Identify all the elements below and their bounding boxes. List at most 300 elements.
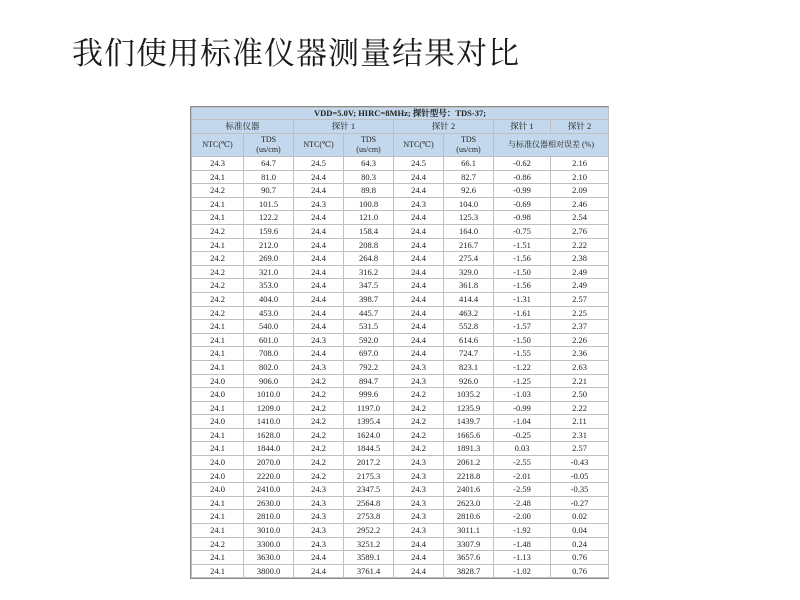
cell-probe1-tds: 445.7 bbox=[344, 306, 394, 320]
cell-probe2-ntc: 24.4 bbox=[394, 347, 444, 361]
cell-probe2-tds: 82.7 bbox=[444, 170, 494, 184]
cell-probe2-ntc: 24.2 bbox=[394, 401, 444, 415]
cell-probe2-ntc: 24.3 bbox=[394, 360, 444, 374]
table-body bbox=[192, 157, 609, 578]
cell-standard-tds: 601.0 bbox=[244, 333, 294, 347]
cell-standard-tds: 90.7 bbox=[244, 184, 294, 198]
cell-probe2-ntc: 24.2 bbox=[394, 428, 444, 442]
cell-probe1-ntc: 24.3 bbox=[294, 360, 344, 374]
cell-probe1-tds: 347.5 bbox=[344, 279, 394, 293]
cell-standard-tds: 802.0 bbox=[244, 360, 294, 374]
cell-probe1-error: -1.25 bbox=[494, 374, 551, 388]
cell-standard-tds: 1844.0 bbox=[244, 442, 294, 456]
cell-probe1-tds: 121.0 bbox=[344, 211, 394, 225]
cell-probe2-error: 2.11 bbox=[551, 415, 609, 429]
cell-standard-tds: 540.0 bbox=[244, 320, 294, 334]
group-header-probe2: 探针 2 bbox=[394, 120, 494, 134]
cell-probe2-tds: 3657.6 bbox=[444, 551, 494, 565]
cell-probe1-error: -1.22 bbox=[494, 360, 551, 374]
cell-standard-ntc: 24.1 bbox=[192, 510, 244, 524]
cell-standard-tds: 2070.0 bbox=[244, 456, 294, 470]
cell-probe2-ntc: 24.4 bbox=[394, 265, 444, 279]
cell-probe2-error: -0.35 bbox=[551, 483, 609, 497]
cell-probe2-ntc: 24.4 bbox=[394, 292, 444, 306]
cell-probe2-tds: 361.8 bbox=[444, 279, 494, 293]
cell-standard-ntc: 24.0 bbox=[192, 483, 244, 497]
cell-probe1-tds: 2175.3 bbox=[344, 469, 394, 483]
cell-probe1-error: -2.00 bbox=[494, 510, 551, 524]
cell-probe1-ntc: 24.4 bbox=[294, 224, 344, 238]
cell-probe1-error: -1.04 bbox=[494, 415, 551, 429]
cell-probe1-tds: 792.2 bbox=[344, 360, 394, 374]
cell-probe2-ntc: 24.3 bbox=[394, 524, 444, 538]
col-header-standard-ntc: NTC(℃) bbox=[192, 134, 244, 157]
table-row bbox=[192, 388, 609, 402]
cell-standard-ntc: 24.0 bbox=[192, 388, 244, 402]
cell-probe1-tds: 592.0 bbox=[344, 333, 394, 347]
cell-probe1-ntc: 24.3 bbox=[294, 197, 344, 211]
table-row bbox=[192, 564, 609, 578]
cell-probe1-ntc: 24.2 bbox=[294, 401, 344, 415]
cell-probe1-error: -2.48 bbox=[494, 496, 551, 510]
table-row bbox=[192, 320, 609, 334]
cell-probe2-ntc: 24.4 bbox=[394, 224, 444, 238]
cell-probe2-tds: 275.4 bbox=[444, 252, 494, 266]
cell-standard-ntc: 24.1 bbox=[192, 360, 244, 374]
comparison-table-container bbox=[190, 106, 609, 579]
cell-probe2-error: 2.09 bbox=[551, 184, 609, 198]
cell-standard-tds: 404.0 bbox=[244, 292, 294, 306]
table-row bbox=[192, 184, 609, 198]
cell-probe2-tds: 329.0 bbox=[444, 265, 494, 279]
cell-probe2-ntc: 24.3 bbox=[394, 374, 444, 388]
cell-probe1-tds: 64.3 bbox=[344, 157, 394, 171]
cell-probe2-error: 2.10 bbox=[551, 170, 609, 184]
group-header-standard: 标准仪器 bbox=[192, 120, 294, 134]
cell-probe2-error: 2.22 bbox=[551, 238, 609, 252]
cell-standard-ntc: 24.2 bbox=[192, 306, 244, 320]
cell-probe2-tds: 724.7 bbox=[444, 347, 494, 361]
cell-probe2-error: 0.02 bbox=[551, 510, 609, 524]
cell-probe1-error: -2.01 bbox=[494, 469, 551, 483]
table-row bbox=[192, 374, 609, 388]
table-row bbox=[192, 197, 609, 211]
cell-probe2-error: 2.38 bbox=[551, 252, 609, 266]
cell-probe2-tds: 2810.6 bbox=[444, 510, 494, 524]
cell-standard-ntc: 24.0 bbox=[192, 415, 244, 429]
cell-probe1-ntc: 24.3 bbox=[294, 524, 344, 538]
table-row bbox=[192, 170, 609, 184]
cell-probe1-ntc: 24.2 bbox=[294, 415, 344, 429]
cell-probe1-ntc: 24.2 bbox=[294, 442, 344, 456]
cell-probe2-tds: 414.4 bbox=[444, 292, 494, 306]
cell-probe1-error: -1.61 bbox=[494, 306, 551, 320]
cell-probe1-ntc: 24.3 bbox=[294, 537, 344, 551]
cell-probe2-ntc: 24.4 bbox=[394, 279, 444, 293]
cell-probe1-tds: 3251.2 bbox=[344, 537, 394, 551]
table-row bbox=[192, 292, 609, 306]
cell-probe2-error: -0.27 bbox=[551, 496, 609, 510]
cell-probe2-tds: 92.6 bbox=[444, 184, 494, 198]
cell-standard-tds: 212.0 bbox=[244, 238, 294, 252]
cell-probe1-ntc: 24.4 bbox=[294, 170, 344, 184]
cell-probe1-error: 0.03 bbox=[494, 442, 551, 456]
cell-standard-ntc: 24.2 bbox=[192, 265, 244, 279]
cell-probe2-ntc: 24.4 bbox=[394, 252, 444, 266]
cell-probe2-tds: 164.0 bbox=[444, 224, 494, 238]
cell-probe1-ntc: 24.4 bbox=[294, 252, 344, 266]
cell-probe1-error: -1.13 bbox=[494, 551, 551, 565]
tds-unit: (us/cm) bbox=[256, 145, 281, 154]
cell-standard-tds: 159.6 bbox=[244, 224, 294, 238]
cell-probe2-error: 0.76 bbox=[551, 564, 609, 578]
cell-standard-ntc: 24.2 bbox=[192, 224, 244, 238]
cell-probe1-tds: 398.7 bbox=[344, 292, 394, 306]
cell-probe1-tds: 208.8 bbox=[344, 238, 394, 252]
cell-standard-tds: 453.0 bbox=[244, 306, 294, 320]
cell-probe1-tds: 2017.2 bbox=[344, 456, 394, 470]
cell-probe2-ntc: 24.4 bbox=[394, 306, 444, 320]
col-header-probe2-ntc: NTC(℃) bbox=[394, 134, 444, 157]
page-title: 我们使用标准仪器测量结果对比 bbox=[72, 36, 520, 72]
cell-probe1-error: -1.48 bbox=[494, 537, 551, 551]
tds-label: TDS bbox=[360, 135, 377, 144]
cell-probe2-tds: 1665.6 bbox=[444, 428, 494, 442]
cell-standard-ntc: 24.2 bbox=[192, 279, 244, 293]
cell-probe2-ntc: 24.3 bbox=[394, 456, 444, 470]
cell-probe1-ntc: 24.4 bbox=[294, 279, 344, 293]
table-row bbox=[192, 347, 609, 361]
cell-standard-tds: 81.0 bbox=[244, 170, 294, 184]
cell-standard-ntc: 24.1 bbox=[192, 564, 244, 578]
cell-standard-tds: 3300.0 bbox=[244, 537, 294, 551]
cell-probe1-tds: 80.3 bbox=[344, 170, 394, 184]
cell-probe2-tds: 3307.9 bbox=[444, 537, 494, 551]
cell-probe2-ntc: 24.4 bbox=[394, 564, 444, 578]
cell-standard-ntc: 24.1 bbox=[192, 170, 244, 184]
cell-probe2-error: 0.04 bbox=[551, 524, 609, 538]
cell-probe1-error: -1.50 bbox=[494, 333, 551, 347]
table-row bbox=[192, 333, 609, 347]
cell-probe1-ntc: 24.4 bbox=[294, 211, 344, 225]
cell-probe1-ntc: 24.4 bbox=[294, 292, 344, 306]
table-row bbox=[192, 456, 609, 470]
cell-probe2-error: 2.76 bbox=[551, 224, 609, 238]
cell-probe2-error: 2.37 bbox=[551, 320, 609, 334]
cell-standard-ntc: 24.2 bbox=[192, 184, 244, 198]
cell-probe2-tds: 463.2 bbox=[444, 306, 494, 320]
cell-standard-ntc: 24.0 bbox=[192, 469, 244, 483]
cell-probe1-error: -1.55 bbox=[494, 347, 551, 361]
table-row bbox=[192, 524, 609, 538]
cell-probe2-ntc: 24.4 bbox=[394, 320, 444, 334]
cell-standard-ntc: 24.1 bbox=[192, 211, 244, 225]
cell-probe2-tds: 1035.2 bbox=[444, 388, 494, 402]
cell-probe2-ntc: 24.3 bbox=[394, 483, 444, 497]
cell-probe2-tds: 3011.1 bbox=[444, 524, 494, 538]
cell-probe1-error: -1.50 bbox=[494, 265, 551, 279]
cell-probe2-error: 2.36 bbox=[551, 347, 609, 361]
table-row bbox=[192, 496, 609, 510]
col-header-relative-error: 与标准仪器相对误差 (%) bbox=[494, 134, 609, 157]
cell-probe2-error: 2.26 bbox=[551, 333, 609, 347]
table-row bbox=[192, 157, 609, 171]
cell-probe1-error: -2.59 bbox=[494, 483, 551, 497]
cell-probe2-error: 2.54 bbox=[551, 211, 609, 225]
cell-standard-ntc: 24.1 bbox=[192, 551, 244, 565]
cell-probe1-error: -2.55 bbox=[494, 456, 551, 470]
tds-label: TDS bbox=[260, 135, 277, 144]
cell-probe2-ntc: 24.4 bbox=[394, 537, 444, 551]
cell-probe1-error: -1.51 bbox=[494, 238, 551, 252]
cell-standard-ntc: 24.1 bbox=[192, 401, 244, 415]
table-row bbox=[192, 483, 609, 497]
cell-probe1-ntc: 24.2 bbox=[294, 456, 344, 470]
cell-probe2-tds: 552.8 bbox=[444, 320, 494, 334]
cell-probe2-ntc: 24.5 bbox=[394, 157, 444, 171]
cell-probe1-error: -1.56 bbox=[494, 279, 551, 293]
cell-probe2-error: 2.63 bbox=[551, 360, 609, 374]
cell-probe1-tds: 1197.0 bbox=[344, 401, 394, 415]
cell-probe2-tds: 1439.7 bbox=[444, 415, 494, 429]
cell-standard-tds: 708.0 bbox=[244, 347, 294, 361]
cell-probe2-error: 2.57 bbox=[551, 292, 609, 306]
cell-standard-ntc: 24.0 bbox=[192, 374, 244, 388]
table-row bbox=[192, 279, 609, 293]
table-row bbox=[192, 265, 609, 279]
cell-probe2-ntc: 24.3 bbox=[394, 496, 444, 510]
table-row bbox=[192, 306, 609, 320]
cell-standard-tds: 1209.0 bbox=[244, 401, 294, 415]
cell-probe2-error: 2.25 bbox=[551, 306, 609, 320]
table-row bbox=[192, 469, 609, 483]
table-row bbox=[192, 401, 609, 415]
cell-standard-tds: 1010.0 bbox=[244, 388, 294, 402]
cell-probe1-ntc: 24.4 bbox=[294, 320, 344, 334]
cell-probe2-tds: 3828.7 bbox=[444, 564, 494, 578]
cell-probe2-error: 2.16 bbox=[551, 157, 609, 171]
cell-standard-ntc: 24.1 bbox=[192, 428, 244, 442]
cell-probe1-ntc: 24.2 bbox=[294, 374, 344, 388]
cell-probe1-tds: 2753.8 bbox=[344, 510, 394, 524]
tds-unit: (us/cm) bbox=[356, 145, 381, 154]
cell-standard-tds: 1628.0 bbox=[244, 428, 294, 442]
cell-probe2-error: -0.05 bbox=[551, 469, 609, 483]
cell-standard-tds: 122.2 bbox=[244, 211, 294, 225]
col-header-probe1-ntc: NTC(℃) bbox=[294, 134, 344, 157]
cell-standard-tds: 353.0 bbox=[244, 279, 294, 293]
cell-probe2-ntc: 24.4 bbox=[394, 238, 444, 252]
cell-probe1-ntc: 24.4 bbox=[294, 564, 344, 578]
tds-label: TDS bbox=[460, 135, 477, 144]
cell-probe2-ntc: 24.2 bbox=[394, 415, 444, 429]
table-row bbox=[192, 224, 609, 238]
cell-probe2-ntc: 24.2 bbox=[394, 442, 444, 456]
cell-probe1-tds: 531.5 bbox=[344, 320, 394, 334]
cell-probe1-tds: 1624.0 bbox=[344, 428, 394, 442]
cell-standard-tds: 64.7 bbox=[244, 157, 294, 171]
cell-probe1-ntc: 24.5 bbox=[294, 157, 344, 171]
cell-standard-tds: 3800.0 bbox=[244, 564, 294, 578]
cell-probe1-ntc: 24.3 bbox=[294, 496, 344, 510]
col-header-probe2-tds bbox=[444, 134, 494, 157]
cell-standard-ntc: 24.2 bbox=[192, 252, 244, 266]
cell-standard-tds: 2220.0 bbox=[244, 469, 294, 483]
cell-probe2-ntc: 24.4 bbox=[394, 211, 444, 225]
col-header-probe1-tds bbox=[344, 134, 394, 157]
cell-probe2-ntc: 24.4 bbox=[394, 551, 444, 565]
cell-probe2-tds: 125.3 bbox=[444, 211, 494, 225]
cell-probe2-error: -0.43 bbox=[551, 456, 609, 470]
cell-standard-ntc: 24.1 bbox=[192, 197, 244, 211]
cell-probe2-error: 2.49 bbox=[551, 279, 609, 293]
group-header-probe1: 探针 1 bbox=[294, 120, 394, 134]
cell-standard-ntc: 24.1 bbox=[192, 238, 244, 252]
cell-probe1-ntc: 24.4 bbox=[294, 551, 344, 565]
cell-standard-tds: 2410.0 bbox=[244, 483, 294, 497]
cell-probe1-ntc: 24.4 bbox=[294, 184, 344, 198]
cell-standard-ntc: 24.1 bbox=[192, 524, 244, 538]
cell-probe2-tds: 66.1 bbox=[444, 157, 494, 171]
cell-standard-ntc: 24.2 bbox=[192, 292, 244, 306]
table-row bbox=[192, 428, 609, 442]
cell-probe1-ntc: 24.4 bbox=[294, 238, 344, 252]
cell-probe1-ntc: 24.2 bbox=[294, 469, 344, 483]
col-header-standard-tds bbox=[244, 134, 294, 157]
cell-probe1-tds: 1395.4 bbox=[344, 415, 394, 429]
cell-probe2-ntc: 24.2 bbox=[394, 388, 444, 402]
cell-probe1-ntc: 24.3 bbox=[294, 510, 344, 524]
cell-probe1-tds: 2952.2 bbox=[344, 524, 394, 538]
cell-probe1-error: -0.99 bbox=[494, 401, 551, 415]
cell-probe1-error: -0.75 bbox=[494, 224, 551, 238]
cell-probe2-error: 0.24 bbox=[551, 537, 609, 551]
cell-probe1-error: -1.03 bbox=[494, 388, 551, 402]
cell-probe1-ntc: 24.2 bbox=[294, 428, 344, 442]
cell-probe1-tds: 89.8 bbox=[344, 184, 394, 198]
table-row bbox=[192, 360, 609, 374]
cell-probe2-ntc: 24.4 bbox=[394, 184, 444, 198]
cell-standard-tds: 269.0 bbox=[244, 252, 294, 266]
cell-probe2-tds: 614.6 bbox=[444, 333, 494, 347]
cell-standard-tds: 3010.0 bbox=[244, 524, 294, 538]
cell-probe1-error: -0.98 bbox=[494, 211, 551, 225]
cell-probe1-error: -0.99 bbox=[494, 184, 551, 198]
cell-standard-ntc: 24.1 bbox=[192, 333, 244, 347]
cell-probe2-ntc: 24.4 bbox=[394, 170, 444, 184]
cell-probe2-ntc: 24.3 bbox=[394, 510, 444, 524]
cell-standard-ntc: 24.1 bbox=[192, 320, 244, 334]
cell-probe1-tds: 894.7 bbox=[344, 374, 394, 388]
table-row bbox=[192, 537, 609, 551]
cell-probe1-tds: 158.4 bbox=[344, 224, 394, 238]
cell-probe1-tds: 697.0 bbox=[344, 347, 394, 361]
cell-probe2-error: 2.31 bbox=[551, 428, 609, 442]
cell-standard-ntc: 24.1 bbox=[192, 496, 244, 510]
table-row bbox=[192, 238, 609, 252]
cell-probe1-ntc: 24.4 bbox=[294, 265, 344, 279]
cell-probe2-error: 2.57 bbox=[551, 442, 609, 456]
cell-probe2-tds: 2061.2 bbox=[444, 456, 494, 470]
table-row bbox=[192, 510, 609, 524]
table-row bbox=[192, 442, 609, 456]
cell-probe2-ntc: 24.3 bbox=[394, 469, 444, 483]
cell-probe1-error: -0.25 bbox=[494, 428, 551, 442]
cell-probe2-tds: 2218.8 bbox=[444, 469, 494, 483]
cell-standard-tds: 101.5 bbox=[244, 197, 294, 211]
cell-probe1-tds: 3589.1 bbox=[344, 551, 394, 565]
cell-probe1-tds: 999.6 bbox=[344, 388, 394, 402]
cell-standard-tds: 321.0 bbox=[244, 265, 294, 279]
cell-probe2-error: 2.46 bbox=[551, 197, 609, 211]
comparison-table bbox=[191, 107, 609, 578]
cell-probe1-tds: 3761.4 bbox=[344, 564, 394, 578]
cell-probe1-error: -0.62 bbox=[494, 157, 551, 171]
cell-probe1-tds: 100.8 bbox=[344, 197, 394, 211]
cell-standard-tds: 906.0 bbox=[244, 374, 294, 388]
cell-probe2-error: 2.22 bbox=[551, 401, 609, 415]
cell-probe2-tds: 216.7 bbox=[444, 238, 494, 252]
cell-probe1-error: -0.86 bbox=[494, 170, 551, 184]
cell-probe2-error: 2.50 bbox=[551, 388, 609, 402]
cell-probe1-tds: 2347.5 bbox=[344, 483, 394, 497]
cell-probe1-tds: 1844.5 bbox=[344, 442, 394, 456]
table-condition-header: VDD=5.0V; HIRC=8MHz; 探针型号：TDS-37; bbox=[192, 108, 609, 120]
cell-probe2-tds: 823.1 bbox=[444, 360, 494, 374]
cell-probe2-ntc: 24.4 bbox=[394, 333, 444, 347]
cell-standard-tds: 1410.0 bbox=[244, 415, 294, 429]
cell-standard-ntc: 24.1 bbox=[192, 442, 244, 456]
cell-probe1-error: -1.92 bbox=[494, 524, 551, 538]
cell-standard-ntc: 24.1 bbox=[192, 347, 244, 361]
cell-probe1-tds: 264.8 bbox=[344, 252, 394, 266]
cell-probe1-tds: 316.2 bbox=[344, 265, 394, 279]
cell-probe2-tds: 104.0 bbox=[444, 197, 494, 211]
cell-probe1-error: -1.02 bbox=[494, 564, 551, 578]
cell-probe2-error: 2.21 bbox=[551, 374, 609, 388]
cell-probe2-tds: 1235.9 bbox=[444, 401, 494, 415]
cell-standard-tds: 2630.0 bbox=[244, 496, 294, 510]
group-header-probe1-error: 探针 1 bbox=[494, 120, 551, 134]
cell-standard-ntc: 24.2 bbox=[192, 537, 244, 551]
cell-probe1-ntc: 24.3 bbox=[294, 333, 344, 347]
group-header-probe2-error: 探针 2 bbox=[551, 120, 609, 134]
cell-probe1-error: -1.57 bbox=[494, 320, 551, 334]
cell-probe2-error: 2.49 bbox=[551, 265, 609, 279]
cell-probe1-error: -1.31 bbox=[494, 292, 551, 306]
cell-probe1-error: -0.69 bbox=[494, 197, 551, 211]
cell-probe1-error: -1.56 bbox=[494, 252, 551, 266]
cell-probe2-tds: 1891.3 bbox=[444, 442, 494, 456]
cell-standard-tds: 3630.0 bbox=[244, 551, 294, 565]
cell-probe2-tds: 2401.6 bbox=[444, 483, 494, 497]
cell-probe2-tds: 2623.0 bbox=[444, 496, 494, 510]
cell-probe2-ntc: 24.3 bbox=[394, 197, 444, 211]
cell-probe2-error: 0.76 bbox=[551, 551, 609, 565]
table-row bbox=[192, 551, 609, 565]
cell-standard-tds: 2810.0 bbox=[244, 510, 294, 524]
cell-probe1-ntc: 24.4 bbox=[294, 306, 344, 320]
cell-probe1-ntc: 24.4 bbox=[294, 347, 344, 361]
cell-standard-ntc: 24.0 bbox=[192, 456, 244, 470]
cell-probe2-tds: 926.0 bbox=[444, 374, 494, 388]
cell-standard-ntc: 24.3 bbox=[192, 157, 244, 171]
tds-unit: (us/cm) bbox=[456, 145, 481, 154]
cell-probe1-ntc: 24.3 bbox=[294, 483, 344, 497]
table-row bbox=[192, 415, 609, 429]
cell-probe1-tds: 2564.8 bbox=[344, 496, 394, 510]
table-row bbox=[192, 211, 609, 225]
